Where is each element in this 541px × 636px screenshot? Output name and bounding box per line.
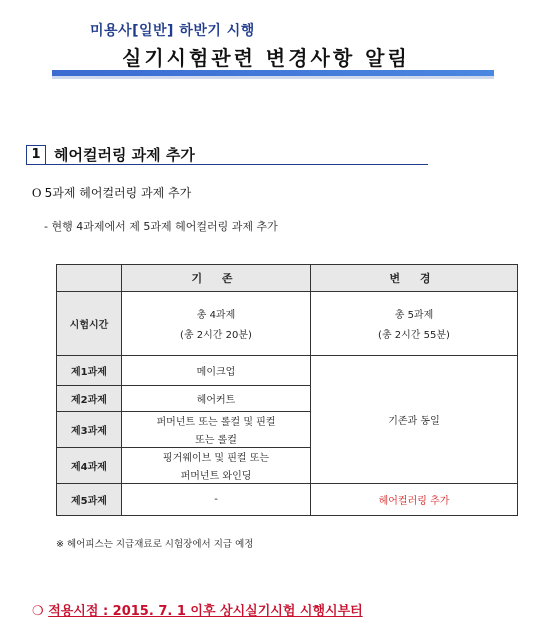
task-before [122, 448, 311, 484]
exam-time-before-line2: (총 2시간 20분) [180, 330, 252, 341]
row-label: 제2과제 [57, 386, 122, 412]
bullet-text: 5과제 헤어컬러링 과제 추가 [44, 186, 192, 200]
section-heading [26, 144, 195, 165]
row-label: 제3과제 [57, 412, 122, 448]
task-before-line2: 또는 롤컬 [195, 435, 237, 446]
document-subtitle: 미용사[일반] 하반기 시행 [90, 23, 255, 39]
task-before: - [122, 484, 311, 516]
task-before: 메이크업 [122, 356, 311, 386]
dash-description: - 현행 4과제에서 제 5과제 헤어컬러링 과제 추가 [44, 220, 278, 233]
effective-date-text: 적용시점 : 2015. 7. 1 이후 상시실기시험 시행시부터 [48, 604, 363, 619]
row-label: 제1과제 [57, 356, 122, 386]
merged-after-cell: 기존과 동일 [311, 356, 518, 484]
task-after-highlight: 헤어컬러링 추가 [311, 484, 518, 516]
table-row [57, 292, 518, 356]
effective-date-line [32, 600, 363, 619]
comparison-table [56, 264, 518, 516]
table-row [57, 484, 518, 516]
section-underline [26, 164, 428, 165]
task-before-line1: 핑거웨이브 및 핀컬 또는 [162, 453, 270, 464]
task-before: 헤어커트 [122, 386, 311, 412]
table-header-before: 기 존 [122, 265, 311, 292]
exam-time-before-line1: 총 4과제 [196, 310, 236, 321]
bullet-symbol: O [32, 185, 42, 200]
exam-time-after [311, 292, 518, 356]
exam-time-after-line2: (총 2시간 55분) [378, 330, 450, 341]
table-header-after: 변 경 [311, 265, 518, 292]
document-title: 실기시험관련 변경사항 알림 [122, 46, 410, 70]
section-number: 1 [26, 145, 46, 165]
bullet-item [32, 184, 191, 201]
title-underline-shade [52, 76, 494, 79]
row-label: 제4과제 [57, 448, 122, 484]
exam-time-before [122, 292, 311, 356]
table-row [57, 356, 518, 386]
circle-bullet-icon: ❍ [32, 604, 44, 619]
footnote: ※ 헤어피스는 지급재료로 시험장에서 지급 예정 [56, 539, 254, 550]
task-before-line1: 퍼머넌트 또는 롤컬 및 핀컬 [156, 417, 276, 428]
row-label: 시험시간 [57, 292, 122, 356]
task-before-line2: 퍼머넌트 와인딩 [180, 471, 252, 482]
table-header-blank [57, 265, 122, 292]
section-title: 헤어컬러링 과제 추가 [54, 146, 195, 164]
task-before [122, 412, 311, 448]
exam-time-after-line1: 총 5과제 [394, 310, 434, 321]
row-label: 제5과제 [57, 484, 122, 516]
